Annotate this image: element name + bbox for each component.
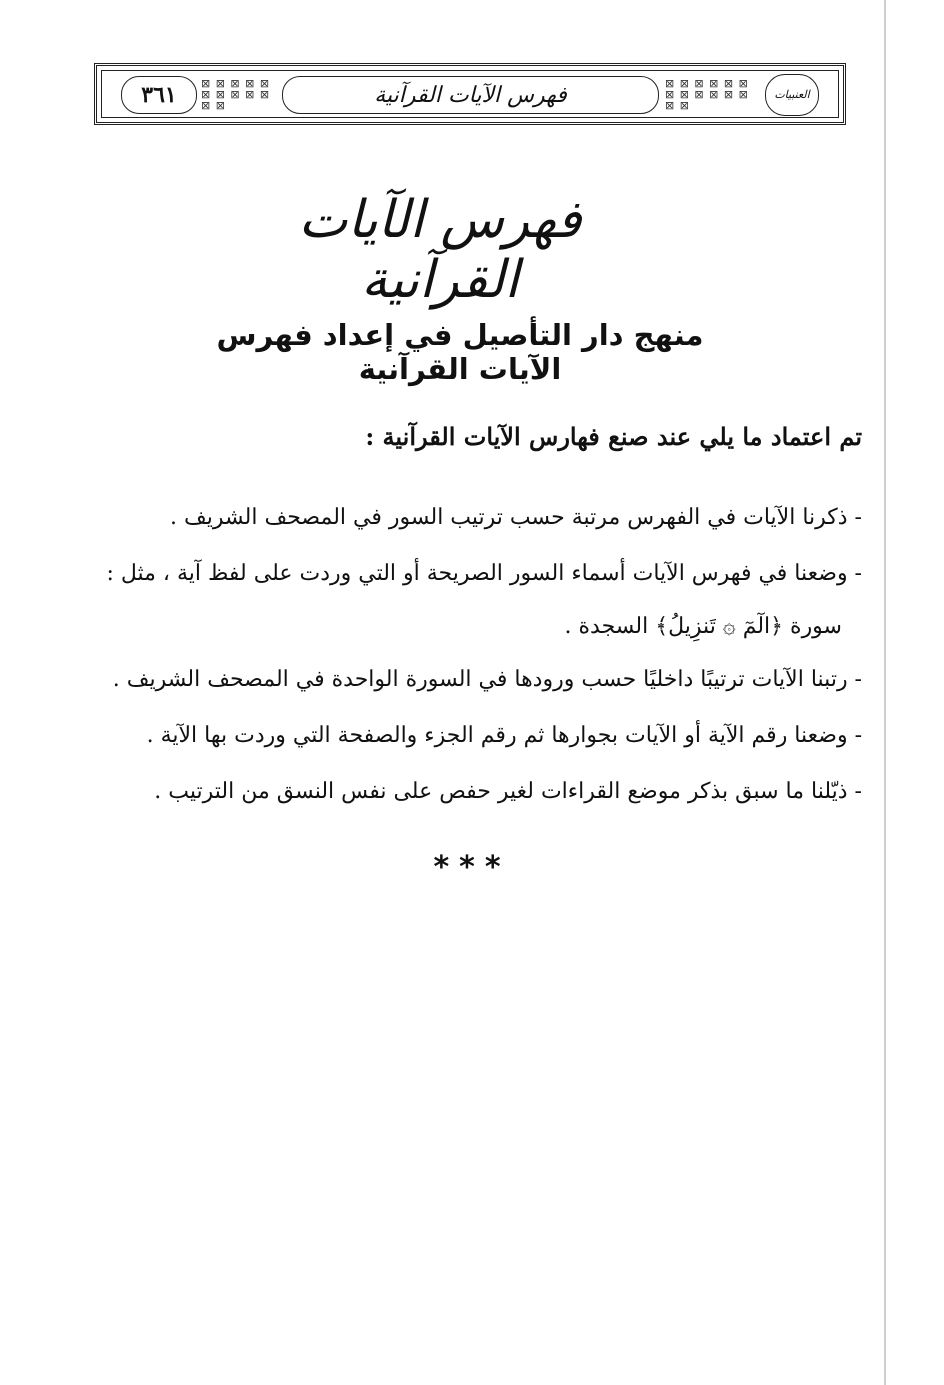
page-title: فهرس الآيات القرآنية [298, 190, 582, 310]
list-item-text: - رتبنا الآيات ترتيبًا داخليًا حسب ورودها في السورة الواحدة في المصحف الشريف . [112, 667, 862, 692]
page-number: ٣٦١ [121, 76, 197, 114]
running-title-frame [282, 76, 659, 114]
list-item-text: - ذكرنا الآيات في الفهرس مرتبة حسب ترتيب السور في المصحف الشريف . [170, 505, 862, 530]
list-item [102, 652, 862, 708]
list-item-continuation: سورة ﴿الٓمٓ ۞ تَنزِيلُ﴾ السجدة . [564, 614, 842, 639]
page-edge-line [884, 0, 886, 1385]
publisher-logo: العنبيات [765, 74, 819, 116]
running-title: فهرس الآيات القرآنية [374, 82, 567, 108]
list-item-text: - وضعنا رقم الآية أو الآيات بجوارها ثم رقم الجزء والصفحة التي وردت بها الآية . [146, 723, 862, 748]
method-list [102, 490, 862, 820]
list-item [102, 546, 862, 652]
header-ornament-left: ⊠ ⊠ ⊠ ⊠ ⊠ ⊠ ⊠ ⊠ ⊠ ⊠ ⊠ ⊠ [201, 76, 271, 112]
page-header [94, 63, 846, 125]
list-item [102, 708, 862, 764]
list-item [102, 764, 862, 820]
section-heading: منهج دار التأصيل في إعداد فهرس الآيات القرآنية [216, 318, 704, 386]
list-item [102, 490, 862, 546]
list-item-text: - ذيّلنا ما سبق بذكر موضع القراءات لغير حفص على نفس النسق من الترتيب . [154, 779, 862, 804]
section-separator: *** [433, 850, 511, 885]
intro-paragraph: تم اعتماد ما يلي عند صنع فهارس الآيات القرآنية : [365, 422, 862, 451]
header-ornament-right: ⊠ ⊠ ⊠ ⊠ ⊠ ⊠ ⊠ ⊠ ⊠ ⊠ ⊠ ⊠ ⊠ ⊠ [665, 76, 749, 112]
list-item-text: - وضعنا في فهرس الآيات أسماء السور الصريحة أو التي وردت على لفظ آية ، مثل : [106, 561, 862, 586]
